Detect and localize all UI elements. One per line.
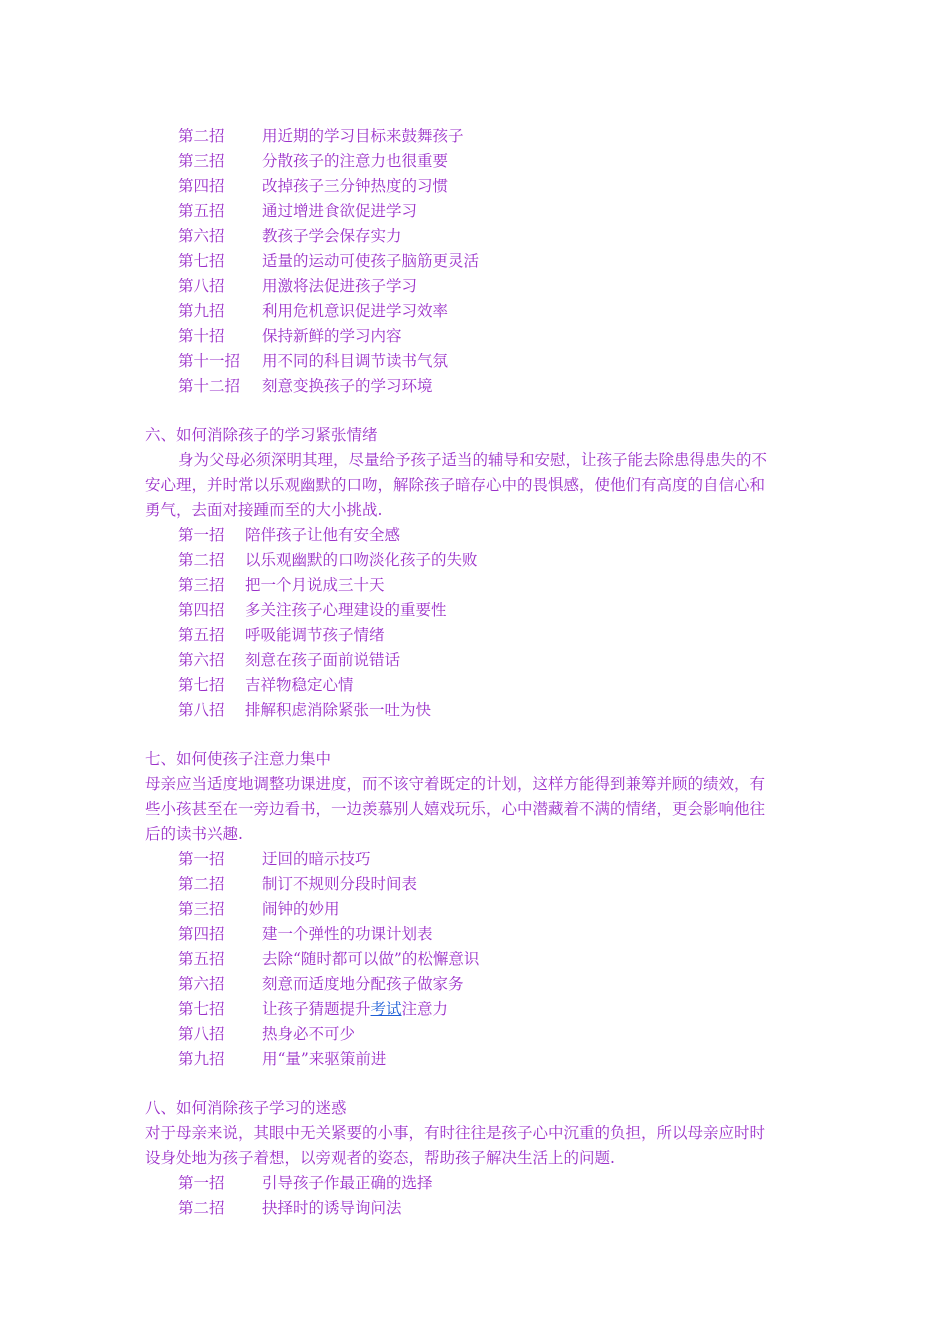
item-text: 热身必不可少 xyxy=(262,1025,356,1043)
item-number: 第四招 xyxy=(178,925,225,943)
item-number: 第五招 xyxy=(178,626,225,644)
list-item xyxy=(178,349,843,374)
list-item xyxy=(178,523,843,548)
item-number: 第九招 xyxy=(178,302,225,320)
list-item xyxy=(178,847,843,872)
section-heading: 七、如何使孩子注意力集中 xyxy=(145,750,332,768)
item-number: 第七招 xyxy=(178,252,225,270)
exam-link[interactable]: 考试 xyxy=(370,1000,402,1018)
item-number: 第二招 xyxy=(178,551,225,569)
list-item xyxy=(178,623,843,648)
item-number: 第六招 xyxy=(178,651,225,669)
list-item xyxy=(178,224,843,249)
item-number: 第六招 xyxy=(178,227,225,245)
item-number: 第十一招 xyxy=(178,352,241,370)
item-text: 呼吸能调节孩子情绪 xyxy=(245,626,385,644)
item-number: 第七招 xyxy=(178,1000,225,1018)
item-number: 第八招 xyxy=(178,701,225,719)
list-item xyxy=(178,598,843,623)
item-text: 保持新鲜的学习内容 xyxy=(262,327,402,345)
item-text: 去除“随时都可以做”的松懈意识 xyxy=(262,950,480,968)
item-number: 第五招 xyxy=(178,950,225,968)
item-text: 改掉孩子三分钟热度的习惯 xyxy=(262,177,449,195)
list-item xyxy=(178,673,843,698)
item-text: 陪伴孩子让他有安全感 xyxy=(245,526,401,544)
item-number: 第九招 xyxy=(178,1050,225,1068)
paragraph-line: 安心理，并时常以乐观幽默的口吻，解除孩子暗存心中的畏惧感，使他们有高度的自信心和 xyxy=(145,476,766,494)
list-item xyxy=(178,872,843,897)
item-number: 第十二招 xyxy=(178,377,241,395)
list-item xyxy=(178,997,843,1022)
item-number: 第六招 xyxy=(178,975,225,993)
list-item xyxy=(178,299,843,324)
item-text: 迂回的暗示技巧 xyxy=(262,850,371,868)
list-item xyxy=(178,548,843,573)
paragraph-line: 对于母亲来说，其眼中无关紧要的小事，有时往往是孩子心中沉重的负担，所以母亲应时时 xyxy=(145,1124,766,1142)
item-number: 第四招 xyxy=(178,601,225,619)
item-text: 刻意变换孩子的学习环境 xyxy=(262,377,433,395)
list-item xyxy=(178,149,843,174)
item-text: 分散孩子的注意力也很重要 xyxy=(262,152,449,170)
item-text: 引导孩子作最正确的选择 xyxy=(262,1174,433,1192)
paragraph-line: 后的读书兴趣. xyxy=(145,825,243,843)
list-item xyxy=(178,374,843,399)
section-heading: 六、如何消除孩子的学习紧张情绪 xyxy=(145,426,378,444)
item-number: 第三招 xyxy=(178,152,225,170)
item-text: 多关注孩子心理建设的重要性 xyxy=(245,601,447,619)
item-number: 第二招 xyxy=(178,875,225,893)
item-number: 第七招 xyxy=(178,676,225,694)
item-text: 抉择时的诱导询问法 xyxy=(262,1199,402,1217)
list-item xyxy=(178,1196,843,1221)
list-item xyxy=(178,124,843,149)
item-text: 注意力 xyxy=(401,1000,449,1018)
list-item xyxy=(178,174,843,199)
item-number: 第八招 xyxy=(178,1025,225,1043)
list-item xyxy=(178,1171,843,1196)
item-text: 利用危机意识促进学习效率 xyxy=(262,302,449,320)
item-text: 把一个月说成三十天 xyxy=(245,576,385,594)
list-item xyxy=(178,1047,843,1072)
section-heading: 八、如何消除孩子学习的迷惑 xyxy=(145,1099,347,1117)
item-text: 吉祥物稳定心情 xyxy=(245,676,354,694)
item-text: 排解积虑消除紧张一吐为快 xyxy=(245,701,432,719)
item-number: 第五招 xyxy=(178,202,225,220)
list-item xyxy=(178,922,843,947)
paragraph-line: 母亲应当适度地调整功课进度，而不该守着既定的计划，这样方能得到兼筹并顾的绩效，有 xyxy=(145,775,766,793)
item-number: 第十招 xyxy=(178,327,225,345)
list-item xyxy=(178,249,843,274)
item-text: 用激将法促进孩子学习 xyxy=(262,277,418,295)
item-number: 第一招 xyxy=(178,850,225,868)
item-number: 第八招 xyxy=(178,277,225,295)
list-item xyxy=(178,1022,843,1047)
item-text: 刻意在孩子面前说错话 xyxy=(245,651,401,669)
item-text: 让孩子猜题提升 xyxy=(262,1000,371,1018)
list-item xyxy=(178,573,843,598)
item-text: 适量的运动可使孩子脑筋更灵活 xyxy=(262,252,480,270)
item-number: 第四招 xyxy=(178,177,225,195)
item-text: 用近期的学习目标来鼓舞孩子 xyxy=(262,127,464,145)
list-item xyxy=(178,947,843,972)
item-text: 用“量”来驱策前进 xyxy=(262,1050,387,1068)
item-number: 第二招 xyxy=(178,1199,225,1217)
paragraph-line: 身为父母必须深明其理，尽量给予孩子适当的辅导和安慰，让孩子能去除患得患失的不 xyxy=(178,451,768,469)
item-text: 闹钟的妙用 xyxy=(262,900,340,918)
item-text: 建一个弹性的功课计划表 xyxy=(262,925,433,943)
item-number: 第一招 xyxy=(178,526,225,544)
list-item xyxy=(178,324,843,349)
item-number: 第三招 xyxy=(178,900,225,918)
item-text: 通过增进食欲促进学习 xyxy=(262,202,418,220)
paragraph-line: 设身处地为孩子着想，以旁观者的姿态，帮助孩子解决生活上的问题. xyxy=(145,1149,615,1167)
item-number: 第二招 xyxy=(178,127,225,145)
list-item xyxy=(178,274,843,299)
item-text: 制订不规则分段时间表 xyxy=(262,875,418,893)
list-item xyxy=(178,972,843,997)
item-number: 第一招 xyxy=(178,1174,225,1192)
list-item xyxy=(178,199,843,224)
list-item xyxy=(178,698,843,723)
item-number: 第三招 xyxy=(178,576,225,594)
item-text: 用不同的科目调节读书气氛 xyxy=(262,352,449,370)
item-text: 以乐观幽默的口吻淡化孩子的失败 xyxy=(245,551,478,569)
paragraph-line: 勇气，去面对接踵而至的大小挑战. xyxy=(145,501,383,519)
item-text: 教孩子学会保存实力 xyxy=(262,227,402,245)
paragraph-line: 些小孩甚至在一旁边看书，一边羡慕别人嬉戏玩乐，心中潜藏着不满的情绪，更会影响他往 xyxy=(145,800,766,818)
list-item xyxy=(178,897,843,922)
item-text: 刻意而适度地分配孩子做家务 xyxy=(262,975,464,993)
list-item xyxy=(178,648,843,673)
